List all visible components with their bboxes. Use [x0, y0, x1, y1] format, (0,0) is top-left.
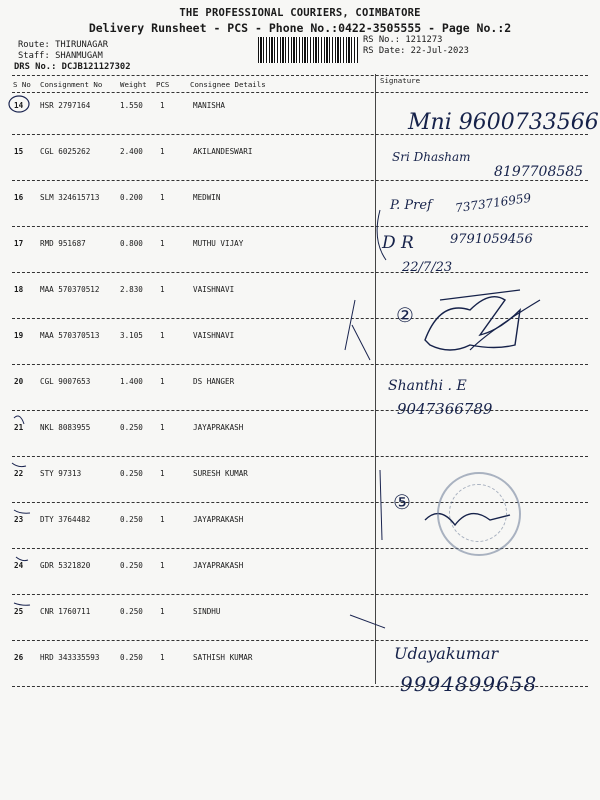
row-consignment: CGL 9007653 — [40, 377, 91, 386]
company-title: THE PROFESSIONAL COURIERS, COIMBATORE — [179, 7, 421, 19]
col-header-consignment: Consignment No — [40, 80, 103, 89]
row-consignment: CGL 6025262 — [40, 147, 91, 156]
col-header-sno: S No — [13, 80, 31, 89]
row-sno: 15 — [14, 147, 24, 156]
row-pcs: 1 — [160, 653, 165, 662]
row-pcs: 1 — [160, 469, 165, 478]
row-sno: 23 — [14, 515, 24, 524]
row-consignment: MAA 570370513 — [40, 331, 100, 340]
sno-circle-mark — [9, 96, 29, 112]
row-weight: 3.105 — [120, 331, 143, 340]
tick-mark-22 — [12, 463, 26, 467]
row-sno: 22 — [14, 469, 24, 478]
row-pcs: 1 — [160, 515, 165, 524]
runsheet-subtitle: Delivery Runsheet - PCS - Phone No.:0422-3505555 - Page No.:2 — [88, 21, 512, 35]
row-sno: 17 — [14, 239, 24, 248]
row-weight: 1.550 — [120, 101, 143, 110]
row-consignee: JAYAPRAKASH — [193, 561, 244, 570]
signature-20-name: Shanthi . E — [388, 378, 467, 394]
signature-14: Mni 9600733566 — [408, 110, 599, 135]
row-consignee: VAISHNAVI — [193, 331, 235, 340]
row-consignment: STY 97313 — [40, 469, 82, 478]
row-consignee: MUTHU VIJAY — [193, 239, 244, 248]
tick-mark-21 — [14, 416, 24, 424]
rs-number: RS No.: 1211273 — [363, 35, 443, 45]
col-header-pcs: PCS — [156, 80, 170, 89]
row-pcs: 1 — [160, 561, 165, 570]
staff-label: Staff: SHANMUGAM — [18, 51, 103, 61]
row-pcs: 1 — [160, 607, 165, 616]
row-pcs: 1 — [160, 147, 165, 156]
row-weight: 1.400 — [120, 377, 143, 386]
signature-17-phone: 9791059456 — [450, 232, 533, 247]
row-consignment: HRD 343335593 — [40, 653, 100, 662]
row-consignee: MEDWIN — [193, 193, 221, 202]
row-weight: 0.250 — [120, 469, 143, 478]
signature-15-phone: 8197708585 — [494, 164, 584, 180]
pen-stroke-lower — [350, 470, 385, 628]
tick-mark-23 — [14, 510, 30, 513]
row-weight: 0.250 — [120, 423, 143, 432]
row-sno: 16 — [14, 193, 24, 202]
row-sno: 25 — [14, 607, 24, 616]
row-consignee: DS HANGER — [193, 377, 235, 386]
row-consignee: JAYAPRAKASH — [193, 515, 244, 524]
row-consignee: SINDHU — [193, 607, 221, 616]
tick-mark-25 — [14, 603, 30, 605]
signature-scribble-18-19 — [425, 297, 520, 350]
row-sno: 24 — [14, 561, 24, 570]
signature-15-name: Sri Dhasham — [392, 150, 471, 164]
signature-16-name: P. Pref — [390, 198, 432, 213]
row-weight: 0.800 — [120, 239, 143, 248]
row-sno: 18 — [14, 285, 24, 294]
row-consignee: SURESH KUMAR — [193, 469, 248, 478]
row-consignment: RMD 951687 — [40, 239, 86, 248]
row-weight: 0.200 — [120, 193, 143, 202]
row-consignment: HSR 2797164 — [40, 101, 91, 110]
row-consignment: SLM 324615713 — [40, 193, 100, 202]
col-header-consignee: Consignee Details — [190, 80, 266, 89]
row-consignee: MANISHA — [193, 101, 226, 110]
drs-number: DRS No.: DCJB121127302 — [14, 62, 131, 72]
row-weight: 0.250 — [120, 607, 143, 616]
row-weight: 0.250 — [120, 561, 143, 570]
row-weight: 2.400 — [120, 147, 143, 156]
row-consignee: AKILANDESWARI — [193, 147, 253, 156]
route-label: Route: THIRUNAGAR — [18, 40, 109, 50]
signature-23-mark: ⑤ — [393, 490, 411, 514]
rs-date: RS Date: 22-Jul-2023 — [363, 46, 469, 56]
row-pcs: 1 — [160, 239, 165, 248]
row-sno: 19 — [14, 331, 24, 340]
signature-20-phone: 9047366789 — [397, 400, 493, 418]
row-pcs: 1 — [160, 423, 165, 432]
row-pcs: 1 — [160, 377, 165, 386]
delivery-stamp — [437, 472, 521, 556]
row-consignment: CNR 1760711 — [40, 607, 91, 616]
row-weight: 0.250 — [120, 653, 143, 662]
row-sno: 26 — [14, 653, 24, 662]
row-sno: 20 — [14, 377, 24, 386]
row-consignment: GDR 5321820 — [40, 561, 91, 570]
row-pcs: 1 — [160, 101, 165, 110]
signature-26-phone: 9994899658 — [400, 672, 538, 696]
signature-18-mark: ② — [396, 303, 414, 327]
row-weight: 2.830 — [120, 285, 143, 294]
row-pcs: 1 — [160, 193, 165, 202]
row-sno: 14 — [14, 101, 24, 110]
pen-stroke-left — [345, 300, 370, 360]
row-consignment: MAA 570370512 — [40, 285, 100, 294]
signature-26-name: Udayakumar — [394, 644, 499, 663]
row-consignment: NKL 8083955 — [40, 423, 91, 432]
row-consignee: SATHISH KUMAR — [193, 653, 253, 662]
row-pcs: 1 — [160, 285, 165, 294]
signature-17-name: D R — [382, 233, 414, 253]
row-consignment: DTY 3764482 — [40, 515, 91, 524]
row-weight: 0.250 — [120, 515, 143, 524]
row-consignee: JAYAPRAKASH — [193, 423, 244, 432]
row-pcs: 1 — [160, 331, 165, 340]
col-header-signature: Signature — [380, 76, 421, 85]
signature-16-phone: 7373716959 — [454, 190, 532, 216]
row-sno: 21 — [14, 423, 24, 432]
row-consignee: VAISHNAVI — [193, 285, 235, 294]
signature-17-date: 22/7/23 — [402, 260, 453, 275]
col-header-weight: Weight — [120, 80, 147, 89]
tick-mark-24 — [16, 557, 28, 561]
